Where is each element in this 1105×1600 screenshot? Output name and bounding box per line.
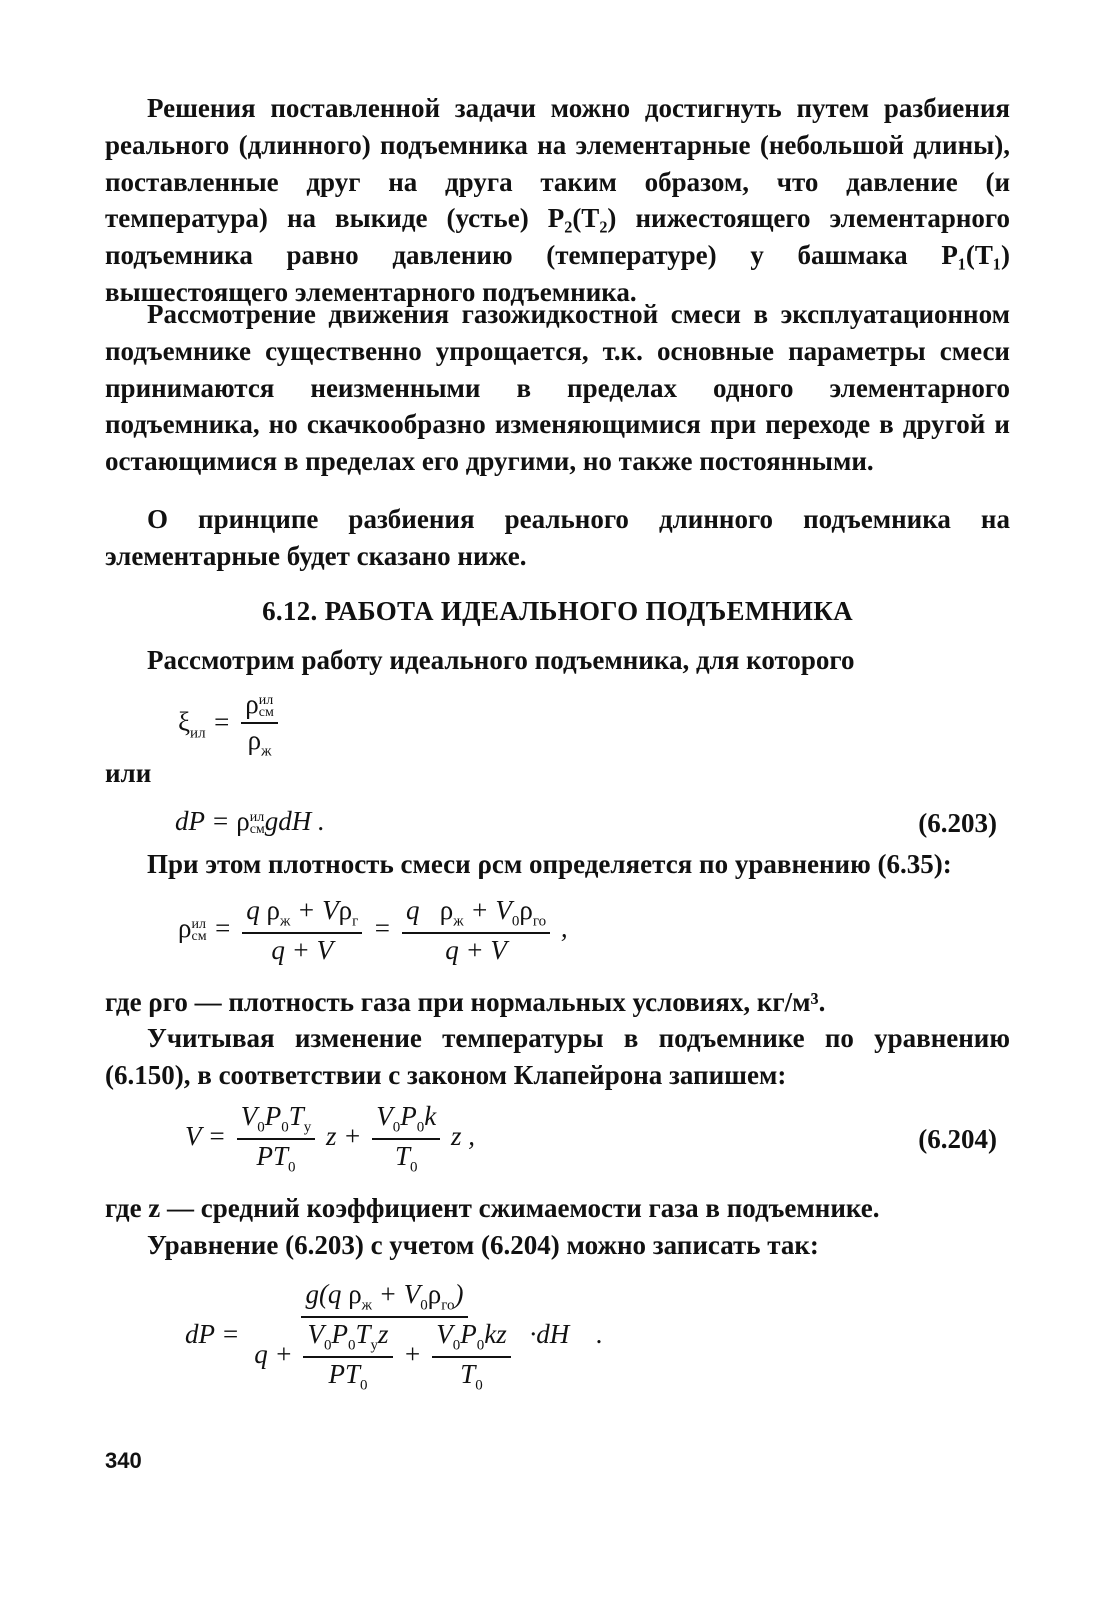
paragraph-1: Решения поставленной задачи можно достигнуть путем разбиения реального (длинного) подъемника на элементарные (небольшой длины), поставленные друг на друга таким образом, что давление (и температура) на выкиде (устье) P₂(T₂) нижестоящего элементарного подъемника равно давлению (температуре) у башмака P₁(T₁) вышестоящего элементарного подъемника. [105, 93, 1010, 307]
or-label: или [105, 758, 152, 788]
formula-mixture-density: ρ ил см = $\frac{q \rho_ж + V\rho_г}{q + V}$ = $\frac{q \rho_ж + V_0\rho_{го}}{q + V}$ , [178, 895, 568, 965]
z-paragraph: где z — средний коэффициент сжимаемости газа в подъемнике. [105, 1193, 880, 1223]
intro-paragraph: Рассмотрим работу идеального подъемника, для которого [147, 645, 855, 675]
formula-xi: $\xi_{ил}$ = ρ ил см $\rho_ж$ [178, 690, 282, 760]
formula-dp-final: dP = g(q $\rho_ж + V_0\rho_{го}$) q + $\frac{V_0P_0T_yz}{PT_0}$ + $\frac{V_0P_0kz}{T_0}$ ·dH . [185, 1279, 603, 1394]
paragraph-3: О принципе разбиения реального длинного подъемника на элементарные будет сказано ниже. [105, 504, 1010, 571]
clapeyron-paragraph: Учитывая изменение температуры в подъемнике по уравнению (6.150), в соответствии с законом Клапейрона запишем: [105, 1023, 1010, 1090]
rewrite-paragraph: Уравнение (6.203) с учетом (6.204) можно записать так: [147, 1230, 819, 1260]
paragraph-2: Рассмотрение движения газожидкостной смеси в эксплуатационном подъемнике существенно упрощается, т.к. основные параметры смеси принимаются неизменными в пределах одного элементарного подъемника, но скачкообразно изменяющимися при переходе в другой и остающимися в пределах его другими, но также постоянными. [105, 299, 1010, 477]
equation-number-6-203: (6.203) [918, 808, 997, 838]
formula-dp: dP = ρ ил см gdH . [175, 806, 325, 837]
section-heading: 6.12. РАБОТА ИДЕАЛЬНОГО ПОДЪЕМНИКА [262, 596, 853, 626]
equation-number-6-204: (6.204) [918, 1124, 997, 1154]
gas-density-paragraph: где ρго — плотность газа при нормальных условиях, кг/м³. [105, 987, 826, 1017]
page-number: 340 [105, 1448, 142, 1473]
formula-volume: V = $\frac{V_0P_0T_y}{PT_0}$ z + $\frac{V_0P_0k}{T_0}$ z , [185, 1101, 475, 1176]
density-paragraph: При этом плотность смеси ρсм определяется по уравнению (6.35): [147, 849, 952, 879]
